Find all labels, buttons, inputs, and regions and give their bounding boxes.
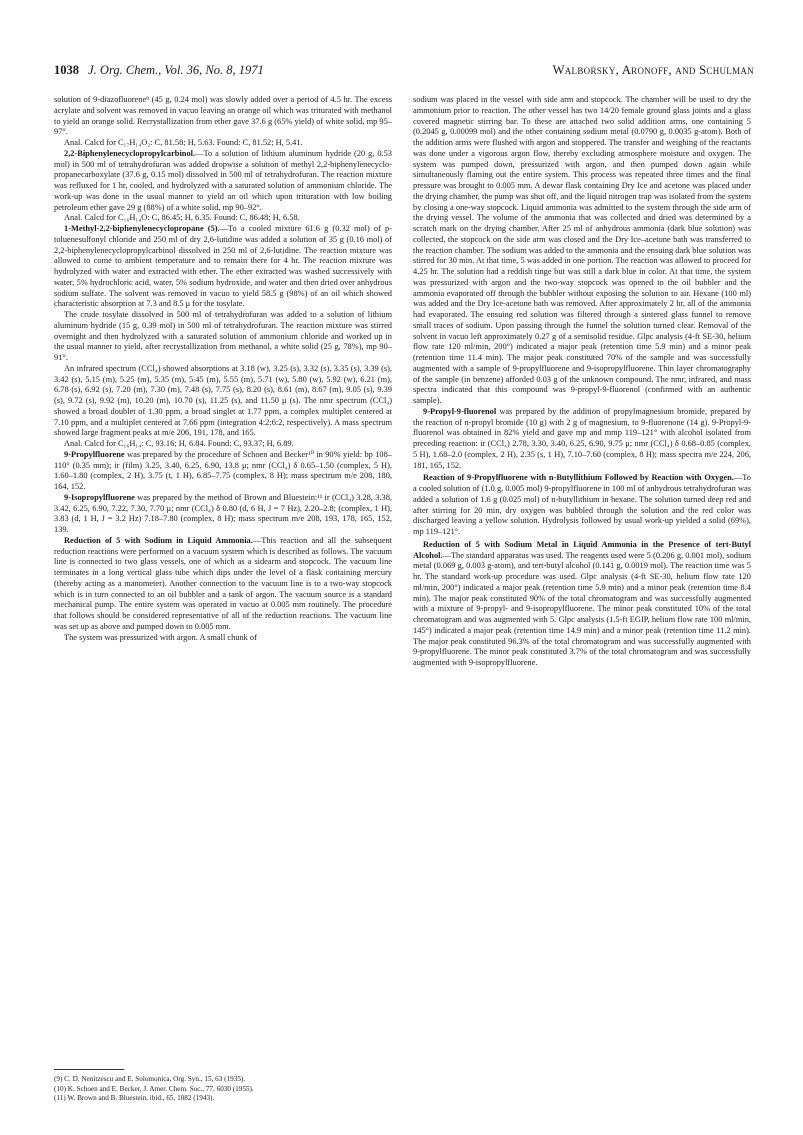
paragraph [54, 450, 392, 493]
paragraph-text: An infrared spectrum (CCl₄) showed absorptions at 3.18 (w), 3.25 (s), 3.32 (s), 3.35 (s), 3.39 (s), 3.42 (s), 5.15 (m), 5.25 (m), 5.35 (m), 5.45 (m), 5.55 (m), 5.71 (w), 5.80 (w), 5.92 (w), 6.21 (m), 6.78 (s), 6.92 (s), 7.20 (m), 7.30 (m), 7.48 (s), 7.75 (s), 8.20 (s), 8.61 (m), 8.67 (m), 9.05 (s), 9.39 (s), 9.72 (s), 9.92 (m), 10.20 (m), 10.70 (s), 11.25 (s), and 11.50 μ (s). The nmr spectrum (CCl₄) showed a broad doublet of 1.30 ppm, a broad singlet at 1.77 ppm, a complex multiplet centered at 7.10 ppm, and a multiplet centered at 7.66 ppm (integration 4:2:6:2, respectively). A mass spectrum showed large fragment peaks at m/e 206, 191, 178, and 165. [54, 363, 392, 438]
footnotes [54, 1075, 392, 1104]
section-heading: Reaction of 9-Propylfluorene with n-Butyllithium Followed by Reaction with Oxygen. [423, 473, 734, 483]
right-column [413, 95, 751, 669]
paragraph [413, 407, 751, 472]
paragraph-text: —To a solution of lithium aluminum hydride (20 g, 0.53 mol) in 500 ml of tetrahydrofuran was added dropwise a solution of methyl 2,2-biphenylenecyclo-propanecarboxylate (37.6 g, 0.15 mol) dissolved in 500 ml of tetrahydrofuran. The reaction mixture was refluxed for 1 hr, cooled, and hydrolyzed with a saturated solution of ammonium chloride. The work-up was done in the usual manner to yield an oil which upon trituration with low boiling petroleum ether gave 29 g (88%) of a white solid, mp 90–92°. [54, 148, 392, 212]
footnote-rule [54, 1069, 124, 1070]
section-heading: 1-Methyl-2,2-biphenylenecyclopropane (5). [64, 224, 220, 233]
section-heading: 9-Propyl-9-fluorenol [423, 406, 497, 416]
running-header [54, 63, 754, 79]
page-number: 1038 [54, 63, 79, 77]
paragraph [54, 536, 392, 633]
footnote: (9) C. D. Nenitzescu and E. Solomonica, Org. Syn., 15, 63 (1935). [54, 1075, 246, 1083]
footnote: (11) W. Brown and B. Bluestein, ibid., 65, 1082 (1943). [54, 1094, 215, 1103]
left-column [54, 95, 392, 643]
paragraph-text: was prepared by the addition of propylmagnesium bromide, prepared by the reaction of n-propyl bromide (10 g) with 2 g of magnesium, to 9-fluorenone (14 g). 9-Propyl-9-fluorenol was obtained in 82% yield and gave mp and mmp 119–121° with alcohol isolated from preceding reaction: ir (CCl₄) 2.78, 3.30, 3.40, 6.25, 6.90, 9.75 μ; nmr (CCl₄) δ 0.68–0.85 (complex, 5 H), 1.68–2.0 (complex, 2 H), 2.35 (s, 1 H), 7.10–7.60 (complex, 8 H); mass spectra m/e 224, 206, 181, 165, 152. [413, 406, 751, 470]
paragraph-text: was prepared by the method of Brown and Bluestein:¹¹ ir (CCl₄) 3.28, 3.38, 3.42, 6.25, 6.90, 7.22, 7.30, 7.70 μ; nmr (CCl₄) δ 0.80 (d, 6 H, J = 7 Hz), 2.20–2.8; (complex, 1 H), 3.83 (d, 1 H, J = 3.2 Hz) 7.18–7.80 (complex, 8 H); mass spectrum m/e 208, 193, 178, 165, 152, 139. [54, 492, 392, 534]
paragraph [413, 95, 751, 407]
paragraph [413, 540, 751, 669]
paragraph [54, 95, 392, 138]
paragraph-text: —To a cooled solution of (1.0 g, 0.005 mol) 9-propylfluorene in 100 ml of anhydrous tetrahydrofuran was added a solution of 1.6 g (0.025 mol) of n-butyllithium in hexane. The solution turned deep red and after stirring for 20 min, dry oxygen was bubbled through the solution and the red color was discharged leaving a yellow solution. Hydrolysis followed by usual work-up yielded a solid (69%), mp 119–121°. [413, 473, 751, 536]
paragraph-text: The crude tosylate dissolved in 500 ml of tetrahydrofuran was added to a solution of lithium aluminum hydride (15 g, 0.39 mol) in 500 ml of tetrahydrofuran. The reaction mixture was stirred overnight and then hydrolyzed with a saturated solution of ammonium chloride and worked up in the usual manner to yield, after recrystallization from methanol, a white solid (25 g, 78%), mp 90–91°. [54, 310, 392, 362]
paragraph-text: sodium was placed in the vessel with side arm and stopcock. The chamber will be used to dry the ammonium prior to reaction. The other vessel has two 14/20 female ground glass joints and a glass covered magnetic stirring bar. To these are attached two solid addition arms, one containing 5 (0.2045 g, 0.00099 mol) and the other containing sodium metal (0.0790 g, 0.0035 g-atom). Both of the addition arms were flushed with argon and stoppered. The transfer and weighing of the reactants was done under a vigorous argon flow, thereby excluding atmosphere moisture and oxygen. The system was pumped down, pressurized with argon, and then pumped down again while simultaneously flaming out the entire system. This process was repeated three times and the final pressure was brought to 0.005 mm. A dewar flask containing Dry Ice and acetone was placed under the drying chamber, the pump was shut off, and the liquid nitrogen trap was isolated from the system by closing a one-way stopcock. Liquid ammonia was admitted to the system through the side arm of the drying vessel. The volume of the ammonia that was collected and dried was determined by a scratch mark on the drying chamber. After 25 ml of anhydrous ammonia (dark blue solution) was collected, the stopcock on the side arm was closed and the Dry Ice–acetone bath was transferred to the reaction chamber. The sodium was added to the ammonia and the ensuing dark blue solution was stirred for 30 min. At that time, 5 was added in one portion. The reaction was allowed to proceed for 4.25 hr. The solution had a reddish tinge but was still a dark blue in color. At that time, the system was pressurized with argon and the two-way stopcock was opened to the oil bubbler and the ammonia evaporated off through the bubbler without exposing the solution to air. Hexane (100 ml) was added and the Dry Ice-acetone bath was removed. After approximately 2 hr, all of the ammonia had evaporated. The ensuing red solution was filtered through a sintered glass funnel to remove small traces of sodium. Upon passing through the funnel the solution turned clear. Removal of the solvent in vacuo left approximately 0.27 g of a semisolid residue. Glpc analysis (4-ft SE-30, helium flow rate 120 ml/min, 200°) indicated a major peak (retention time 5.9 min) and a minor peak (retention time 11.4 min). The major peak constituted 70% of the sample and was successfully augmented with a sample of 9-propylfluorene and 9-isopropylfluorene. Thin layer chromatography of the sample (in benzene) afforded 0.03 g of the unknown compound. The nmr, infrared, and mass spectra indicated that this compound was 9-propyl-9-fluorenol (confirmed with an authentic sample). [413, 95, 751, 405]
section-heading: Reduction of 5 with Sodium Metal in Liquid Ammonia in the Presence of tert-Butyl Alcohol. [413, 539, 751, 560]
footnote: (10) K. Schoen and E. Becker, J. Amer. Chem. Soc., 77, 6030 (1955). [54, 1084, 254, 1093]
paragraph [54, 224, 392, 310]
paragraph [54, 493, 392, 536]
paragraph [54, 364, 392, 439]
paragraph-text: —To a cooled mixture 61.6 g (0.32 mol) of p-toluenesulfonyl chloride and 250 ml of dry 2,6-lutidine was added a solution of 35 g (0.16 mol) of 2,2-biphenylenecyclopropylcarbinol dissolved in 250 ml of 2,6-lutidine. The reaction mixture was allowed to come to ambient temperature and to remain there for 4 hr. The reaction mixture was hydrolyzed with water and extracted with ether. The ether extracted was washed successively with water, 5% hydrochloric acid, water, 5% sodium hydroxide, and water and then dried over anhydrous sodium sulfate. The solvent was removed in vacuo to yield 58.5 g (98%) of an oil which showed characteristic absorption at 7.3 and 8.5 μ for the tosylate. [54, 224, 392, 309]
paragraph [413, 473, 751, 538]
paragraph [54, 213, 392, 224]
paragraph-text: —This reaction and all the subsequent reduction reactions were performed on a vacuum system which is described as follows. The vacuum line is connected to two glass vessels, one of which as a sidearm and stopcock. The vacuum line terminates in a long vertical glass tube which dips under the level of a flask containing mercury (thereby acting as a manometer). Another connection to the vacuum line is to a two-way stopcock which is in turn connected to an oil bubbler and a tank of argon. The vacuum source is a standard mechanical pump. The entire system was operated in vacuo at 0.005 mm routinely. The procedure that follows should be considered representative of all of the reduction reactions. The vacuum line was set up as above and pumped down to 0.005 mm. [54, 535, 392, 631]
paragraph-text: Anal. Calcd for C₁₆H₁₄: C, 93.16; H, 6.84. Found: C, 93.37; H, 6.89. [64, 439, 294, 448]
paragraph [54, 138, 392, 149]
paragraph-text: Anal. Calcd for C₁₆H₁₄O: C, 86.45; H, 6.35. Found: C, 86.48; H, 6.58. [64, 213, 300, 223]
paragraph [54, 633, 392, 644]
section-heading: 9-Propylfluorene [64, 449, 125, 459]
paragraph-text: solution of 9-diazofluorene⁹ (45 g, 0.24 mol) was slowly added over a period of 4.5 hr. The excess acrylate and solvent was removed in vacuo leaving an orange oil which was triturated with methanol to yield an orange solid. Recrystallization from ether gave 37.6 g (65% yield) of white solid, mp 95–97°. [54, 95, 392, 137]
section-heading: 2,2-Biphenylenecyclopropylcarbinol. [64, 148, 196, 158]
paragraph-text: The system was pressurized with argon. A small chunk of [64, 632, 257, 642]
paragraph [54, 439, 392, 450]
paragraph [54, 310, 392, 364]
paragraph [54, 149, 392, 214]
author-names: Walborsky, Aronoff, and Schulman [552, 63, 754, 77]
paragraph-text: Anal. Calcd for C₁₇H₁₄O₂: C, 81.58; H, 5.63. Found: C, 81.52; H, 5.41. [64, 138, 303, 147]
section-heading: Reduction of 5 with Sodium in Liquid Ammonia. [64, 535, 253, 545]
paragraph-text: was prepared by the procedure of Schoen and Becker¹⁰ in 90% yield: bp 108–110° (0.35 mm); ir (film) 3.25, 3.40, 6.25, 6.90, 13.8 μ; nmr (CCl₄) δ 0.65–1.50 (complex, 5 H), 1.60–1.80 (complex, 2 H), 3.75 (t, 1 H), 6.85–7.75 (complex, 8 H); mass spectrum m/e 208, 180, 164, 152. [54, 449, 392, 491]
journal-citation: J. Org. Chem., Vol. 36, No. 8, 1971 [88, 63, 264, 77]
paragraph-text: —The standard apparatus was used. The reagents used were 5 (0.206 g, 0.001 mol), sodium metal (0.069 g, 0.003 g-atom), and tert-butyl alcohol (0.141 g, 0.0019 mol). The reaction time was 5 hr. The standard work-up procedure was used. Glpc analysis (4-ft SE-30, helium flow rate 120 ml/min, 200°) indicated a major peak (retention time 5.9 min) and a minor peak (retention time 8.4 min). The major peak constituted 90% of the total chromatogram and was successfully augmented with a mixture of 9-propyl- and 9-isopropylfluorene. The minor peak constituted 10% of the total chromatogram and was augmented with 5. Glpc analysis (1.5-ft EGIP, helium flow rate 100 ml/min, 145°) indicated a major peak (retention time 14.9 min) and a minor peak (retention time 11.2 min). The major peak constituted 96.3% of the total chromatogram and was successfully augmented with 9-propylfluorene. The minor peak constituted 3.7% of the total chromatogram and was successfully augmented with 9-isopropylfluorene. [413, 550, 751, 667]
section-heading: 9-Isopropylfluorene [64, 492, 135, 502]
